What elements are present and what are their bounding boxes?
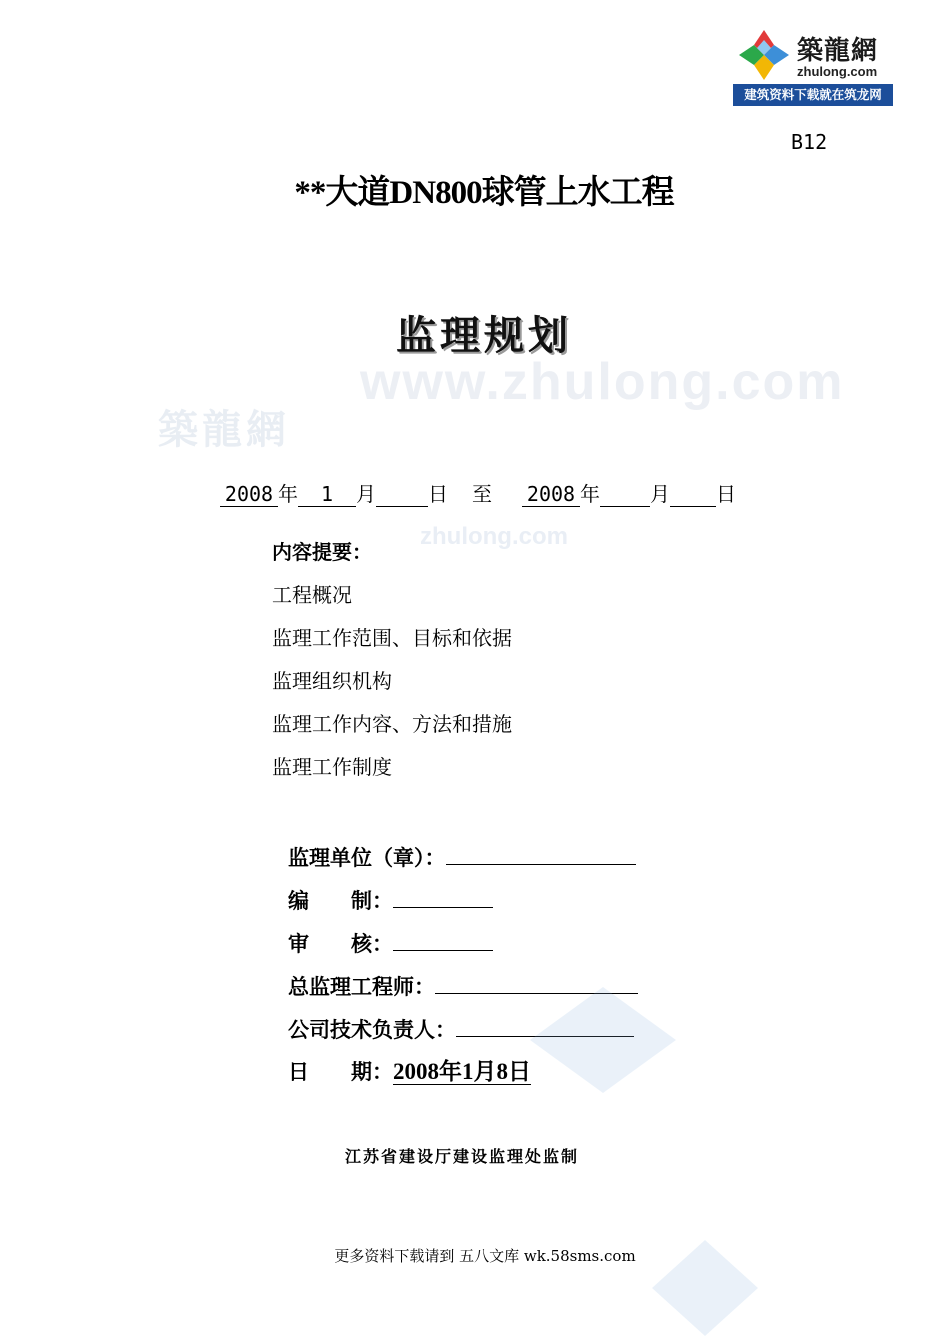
editor-label: 编 制：	[288, 889, 393, 913]
start-year: 2008	[220, 482, 278, 507]
to-char: 至	[472, 482, 492, 506]
logo-domain: zhulong.com	[797, 64, 878, 79]
content-summary	[272, 540, 512, 798]
reviewer-label: 审 核：	[288, 932, 393, 956]
day-char: 日	[428, 482, 448, 506]
sign-row-unit	[288, 842, 638, 885]
start-day	[376, 482, 428, 507]
zhulong-logo	[733, 26, 893, 106]
chief-label: 总监理工程师：	[288, 975, 435, 999]
year-char-2: 年	[580, 482, 600, 506]
footer-link[interactable]: 更多资料下载请到 五八文库 wk.58sms.com	[334, 1247, 636, 1265]
project-title: **大道DN800球管上水工程	[294, 175, 674, 211]
watermark-domain: zhulong.com	[420, 523, 568, 550]
logo-slogan: 建筑资料下载就在筑龙网	[733, 84, 893, 106]
main-title: 监理规划	[396, 313, 572, 359]
summary-item: 监理组织机构	[272, 669, 392, 693]
summary-item: 监理工作制度	[272, 755, 392, 779]
end-month	[600, 482, 650, 507]
summary-item: 工程概况	[272, 583, 352, 607]
sign-date: 2008年1月8日	[393, 1059, 531, 1084]
supervisor-note: 江苏省建设厅建设监理处监制	[344, 1147, 579, 1166]
logo-diamond-icon	[737, 28, 791, 82]
year-char: 年	[278, 482, 298, 506]
tech-label: 公司技术负责人：	[288, 1018, 456, 1042]
watermark-diamond-icon	[528, 985, 678, 1095]
month-char: 月	[356, 482, 376, 506]
reviewer-blank	[393, 928, 493, 951]
sign-row-reviewer	[288, 928, 638, 971]
summary-item: 监理工作内容、方法和措施	[272, 712, 512, 736]
logo-name: 築龍網	[797, 36, 879, 66]
unit-blank	[446, 842, 636, 865]
summary-item: 监理工作范围、目标和依据	[272, 626, 512, 650]
watermark-url: www.zhulong.com	[360, 353, 845, 411]
start-month: 1	[298, 482, 356, 507]
month-char-2: 月	[650, 482, 670, 506]
date-label: 日 期：	[288, 1060, 393, 1084]
end-year: 2008	[522, 482, 580, 507]
sign-row-editor	[288, 885, 638, 928]
document-code: B12	[791, 130, 828, 154]
unit-label: 监理单位（章）：	[288, 846, 446, 870]
day-char-2: 日	[716, 482, 736, 506]
end-day	[670, 482, 716, 507]
summary-heading: 内容提要：	[272, 540, 372, 564]
watermark-name: 築龍網	[158, 406, 290, 453]
editor-blank	[393, 885, 493, 908]
date-range	[220, 478, 736, 507]
